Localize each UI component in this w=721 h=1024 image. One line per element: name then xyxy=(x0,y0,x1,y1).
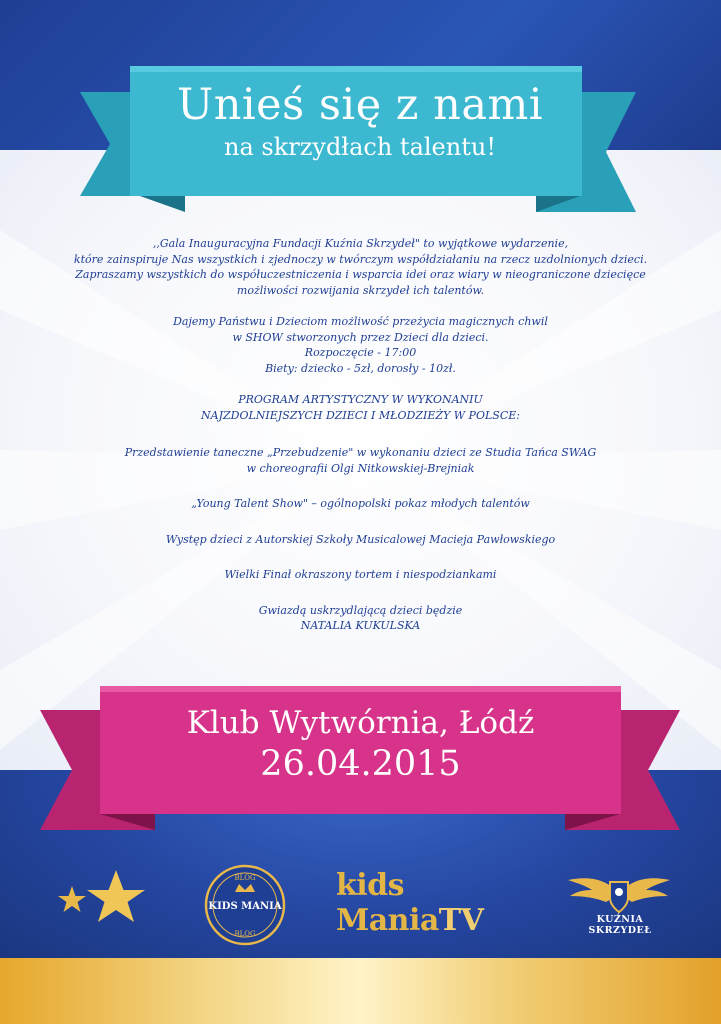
badge-top-text: BLOG xyxy=(234,874,256,882)
wings-emblem-icon xyxy=(566,872,672,916)
guest-name: NATALIA KUKULSKA xyxy=(300,619,421,632)
gold-footer-strip xyxy=(0,958,721,1024)
ticket-prices: Biety: dziecko - 5zł, dorosły - 10zł. xyxy=(265,361,456,375)
program-item: Przedstawienie taneczne „Przebudzenie" w wykonaniu dzieci ze Studia Tańca SWAG xyxy=(124,446,597,459)
intro-line: które zainspiruje Nas wszystkich i zjednoczy w twórczym współdziałaniu na rzecz uzdolnionych dzieci. xyxy=(73,252,648,266)
program-item: w choreografii Olgi Nitkowskiej-Brejniak xyxy=(246,461,475,475)
top-ribbon-text xyxy=(130,78,590,162)
program-item: Wielki Finał okraszony tortem i niespodziankami xyxy=(224,568,497,581)
intro-line: Zapraszamy wszystkich do współuczestniczenia i wsparcia idei oraz wiary w nieograniczone dziecięce xyxy=(75,268,646,281)
guest-line: Gwiazdą uskrzydlającą dzieci będzie xyxy=(258,603,463,617)
kuznia-skrzydel-logo xyxy=(570,914,670,936)
program-heading: PROGRAM ARTYSTYCZNY W WYKONANIU xyxy=(238,393,483,406)
kuznia-line-1: KUŹNIA xyxy=(596,914,644,925)
intro-line: możliwości rozwijania skrzydeł ich talentów. xyxy=(236,283,485,297)
kuznia-line-2: SKRZYDEŁ xyxy=(588,925,652,936)
invite-line: Dajemy Państwu i Dzieciom możliwość przeżycia magicznych chwil xyxy=(173,315,548,328)
kids-mania-badge xyxy=(204,864,286,946)
event-description xyxy=(70,236,651,634)
tv-text: TV xyxy=(438,903,484,938)
bottom-ribbon-text xyxy=(100,704,621,786)
program-heading: NAJZDOLNIEJSZYCH DZIECI I MŁODZIEŻY W POLSCE: xyxy=(201,408,520,422)
program-item: „Young Talent Show" – ogólnopolski pokaz młodych talentów xyxy=(191,497,530,510)
subheadline: na skrzydłach talentu! xyxy=(224,133,496,161)
large-star-icon xyxy=(87,870,145,922)
event-date: 26.04.2015 xyxy=(260,744,461,784)
kids-mania-tv-text: kids Mania xyxy=(336,868,439,938)
intro-line: ,,Gala Inauguracyjna Fundacji Kuźnia Skrzydeł" to wyjątkowe wydarzenie, xyxy=(152,237,569,250)
small-star-icon xyxy=(58,886,86,912)
headline: Unieś się z nami xyxy=(177,80,543,130)
badge-name: KIDS MANIA xyxy=(208,901,282,912)
event-venue: Klub Wytwórnia, Łódź xyxy=(186,705,535,741)
kids-mania-tv-logo xyxy=(336,868,536,938)
badge-bottom-text: BLOG xyxy=(234,930,256,938)
gold-stars xyxy=(52,864,152,944)
invite-line: w SHOW stworzonych przez Dzieci dla dzieci. xyxy=(232,330,489,344)
program-item: Występ dzieci z Autorskiej Szkoły Musicalowej Macieja Pawłowskiego xyxy=(165,532,556,546)
start-time: Rozpoczęcie - 17:00 xyxy=(304,346,417,359)
